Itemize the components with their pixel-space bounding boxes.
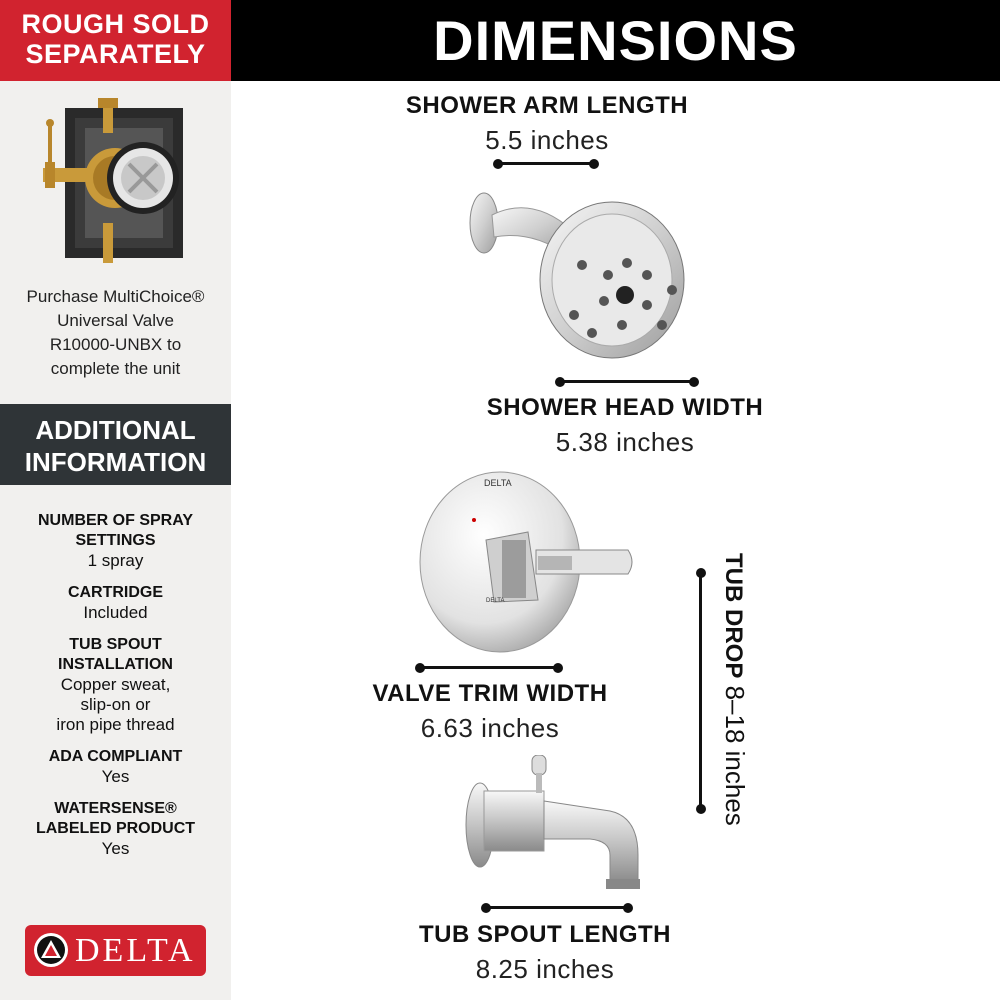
info-item-cartridge (0, 583, 231, 623)
tub-drop-dimension-line (699, 573, 702, 809)
shower-head-dimension-line (560, 380, 694, 383)
purchase-line: Purchase MultiChoice® (26, 287, 205, 306)
info-value: 1 spray (87, 551, 144, 570)
info-label: NUMBER OF SPRAY SETTINGS (38, 512, 193, 549)
shower-arm-title: SHOWER ARM LENGTH (405, 92, 689, 119)
logo-text: DELTA (75, 932, 196, 969)
trim-brand: DELTA (484, 478, 512, 488)
additional-line-2: INFORMATION (24, 447, 207, 477)
additional-line-1: ADDITIONAL (35, 415, 196, 445)
tub-drop-text (719, 553, 750, 826)
valve-trim-graphic (418, 470, 658, 655)
info-label: WATERSENSE® LABELED PRODUCT (35, 800, 196, 837)
info-label: TUB SPOUT INSTALLATION (58, 636, 173, 673)
tub-drop-value: 8–18 inches (720, 685, 750, 826)
info-label: ADA COMPLIANT (48, 748, 183, 765)
tub-spout-value: 8.25 inches (475, 954, 615, 984)
rough-line-1: ROUGH SOLD (21, 9, 210, 39)
info-value: Copper sweat, slip-on or iron pipe thread (56, 675, 175, 734)
shower-head-image (462, 175, 712, 370)
shower-head-value: 5.38 inches (555, 427, 695, 457)
valve-trim-value: 6.63 inches (420, 713, 560, 743)
tub-spout-title: TUB SPOUT LENGTH (419, 921, 671, 948)
dimensions-title: DIMENSIONS (231, 0, 1000, 81)
info-value: Yes (101, 839, 130, 858)
tub-drop-title: TUB DROP (720, 553, 747, 679)
info-list (0, 511, 231, 871)
svg-text:DELTA: DELTA (486, 598, 505, 604)
rough-sold-separately-banner (0, 0, 231, 81)
tub-spout-image (460, 755, 660, 895)
valve-trim-title: VALVE TRIM WIDTH (372, 680, 608, 707)
valve-trim-dimension-line (420, 666, 558, 669)
info-item-ada-compliant (0, 747, 231, 787)
shower-head-title: SHOWER HEAD WIDTH (486, 394, 764, 421)
purchase-line: R10000-UNBX to (49, 335, 182, 354)
info-item-watersense (0, 799, 231, 859)
info-value: Yes (101, 767, 130, 786)
tub-drop-label (710, 553, 750, 833)
info-item-spray-settings (0, 511, 231, 571)
valve-trim-image (418, 470, 658, 655)
purchase-line: complete the unit (50, 359, 181, 378)
info-label: CARTRIDGE (67, 584, 164, 601)
rough-valve-image (43, 98, 188, 268)
info-item-tub-spout-installation (0, 635, 231, 735)
shower-arm-value: 5.5 inches (485, 125, 609, 155)
additional-information-banner (0, 404, 231, 485)
info-value: Included (83, 603, 148, 622)
shower-arm-dimension-line (498, 162, 594, 165)
delta-logo (25, 925, 206, 976)
tub-spout-dimension-line (486, 906, 628, 909)
rough-line-2: SEPARATELY (25, 39, 206, 69)
delta-logo-icon (33, 932, 69, 968)
purchase-line: Universal Valve (57, 311, 174, 330)
purchase-note (0, 285, 231, 381)
